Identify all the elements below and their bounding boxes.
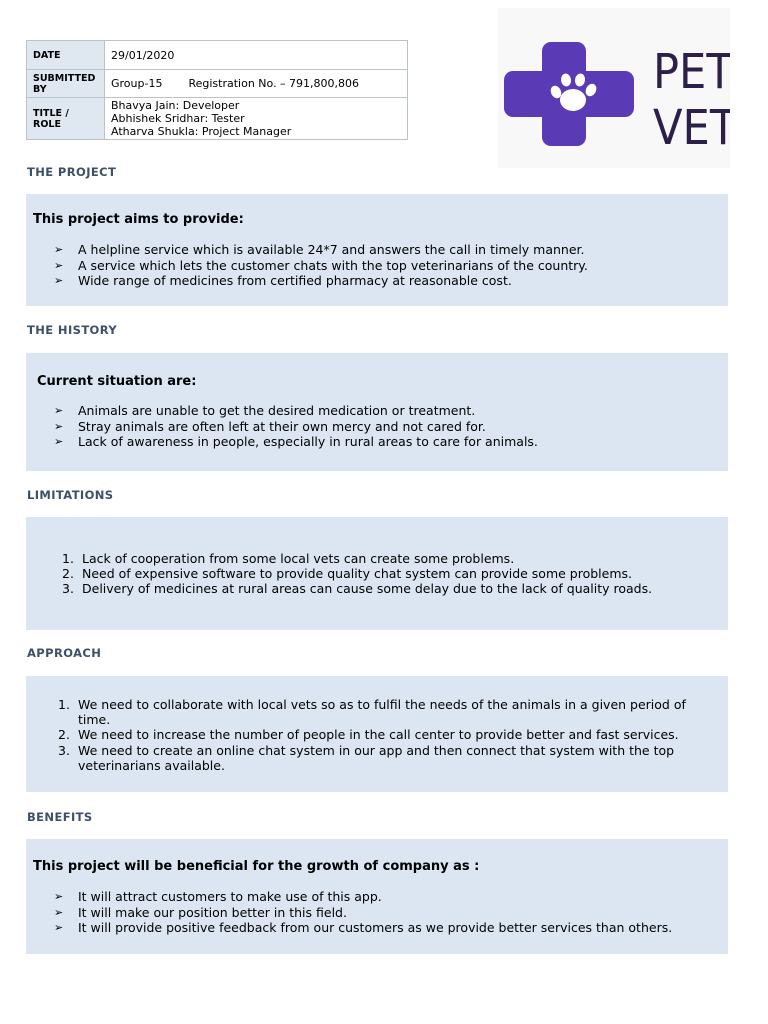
- history-heading: THE HISTORY: [27, 323, 118, 337]
- list-item: ➢ Wide range of medicines from certified pharmacy at reasonable cost.: [54, 273, 588, 289]
- list-item: [58, 551, 652, 566]
- list-item: ➢ Lack of awareness in people, especially in rural areas to care for animals.: [54, 434, 538, 450]
- history-intro: Current situation are:: [37, 374, 197, 389]
- list-item: [54, 697, 704, 727]
- list-number: 1.: [58, 697, 70, 712]
- benefits-heading: BENEFITS: [27, 810, 93, 824]
- list-item-text: Need of expensive software to provide quality chat system can provide some problems.: [82, 566, 632, 582]
- list-item: [54, 743, 704, 773]
- date-value: 29/01/2020: [105, 41, 408, 70]
- list-item: ➢ It will attract customers to make use of this app.: [54, 889, 672, 905]
- submitted-label: SUBMITTED BY: [27, 70, 105, 98]
- logo-text-pet: PET: [653, 44, 730, 100]
- limitations-box: [26, 517, 728, 630]
- role-values: [105, 98, 408, 140]
- date-row: [27, 41, 408, 70]
- list-number: 1.: [62, 551, 74, 566]
- submitted-value: [105, 70, 408, 98]
- logo-text-vet: VET: [653, 100, 730, 156]
- benefits-list: [54, 889, 672, 936]
- pet-vet-logo: [498, 8, 730, 168]
- submitted-row: [27, 70, 408, 98]
- role-project-manager: Atharva Shukla: Project Manager: [111, 125, 292, 138]
- approach-box: [26, 676, 728, 792]
- list-number: 3.: [58, 742, 70, 758]
- list-item: [54, 727, 704, 742]
- list-item: ➢ It will provide positive feedback from our customers as we provide better services than others.: [54, 920, 672, 936]
- list-item-text: We need to increase the number of people in the call center to provide better and fast services.: [78, 727, 679, 743]
- list-number: 2.: [62, 566, 74, 582]
- role-developer: Bhavya Jain: Developer: [111, 99, 240, 112]
- project-box: [26, 194, 728, 306]
- list-item: [58, 581, 652, 596]
- project-list: [54, 242, 588, 289]
- role-row: [27, 98, 408, 140]
- limitations-heading: LIMITATIONS: [27, 488, 114, 502]
- list-item-text: Delivery of medicines at rural areas can cause some delay due to the lack of quality roads.: [82, 581, 653, 597]
- role-tester: Abhishek Sridhar: Tester: [111, 112, 245, 125]
- list-item: ➢ A helpline service which is available 24*7 and answers the call in timely manner.: [54, 242, 588, 258]
- benefits-box: [26, 839, 728, 954]
- list-item-text: Lack of cooperation from some local vets can create some problems.: [82, 551, 515, 566]
- paw-cross-icon: [498, 8, 730, 168]
- project-info-table: [26, 40, 408, 140]
- history-list: [54, 403, 538, 450]
- list-item: ➢ It will make our position better in this field.: [54, 905, 672, 921]
- list-number: 2.: [58, 727, 70, 743]
- list-item-text: We need to create an online chat system in our app and then connect that system with the top veterinarians available.: [78, 742, 675, 773]
- group-value: Group-15: [111, 77, 163, 90]
- limitations-list: [58, 551, 652, 597]
- project-intro: This project aims to provide:: [33, 212, 244, 227]
- list-item: ➢ Stray animals are often left at their own mercy and not cared for.: [54, 419, 538, 435]
- approach-list: [54, 697, 704, 773]
- role-label: TITLE / ROLE: [27, 98, 105, 140]
- list-item-text: We need to collaborate with local vets so as to fulfil the needs of the animals in a given period of time.: [78, 697, 686, 728]
- benefits-intro: This project will be beneficial for the growth of company as :: [33, 859, 480, 874]
- date-label: DATE: [27, 41, 105, 70]
- project-heading: THE PROJECT: [27, 165, 117, 179]
- registration-value: Registration No. – 791,800,806: [188, 77, 360, 90]
- list-item: ➢ Animals are unable to get the desired medication or treatment.: [54, 403, 538, 419]
- list-number: 3.: [62, 581, 74, 597]
- list-item: ➢ A service which lets the customer chats with the top veterinarians of the country.: [54, 258, 588, 274]
- history-box: [26, 353, 728, 471]
- approach-heading: APPROACH: [27, 646, 102, 660]
- list-item: [58, 566, 652, 581]
